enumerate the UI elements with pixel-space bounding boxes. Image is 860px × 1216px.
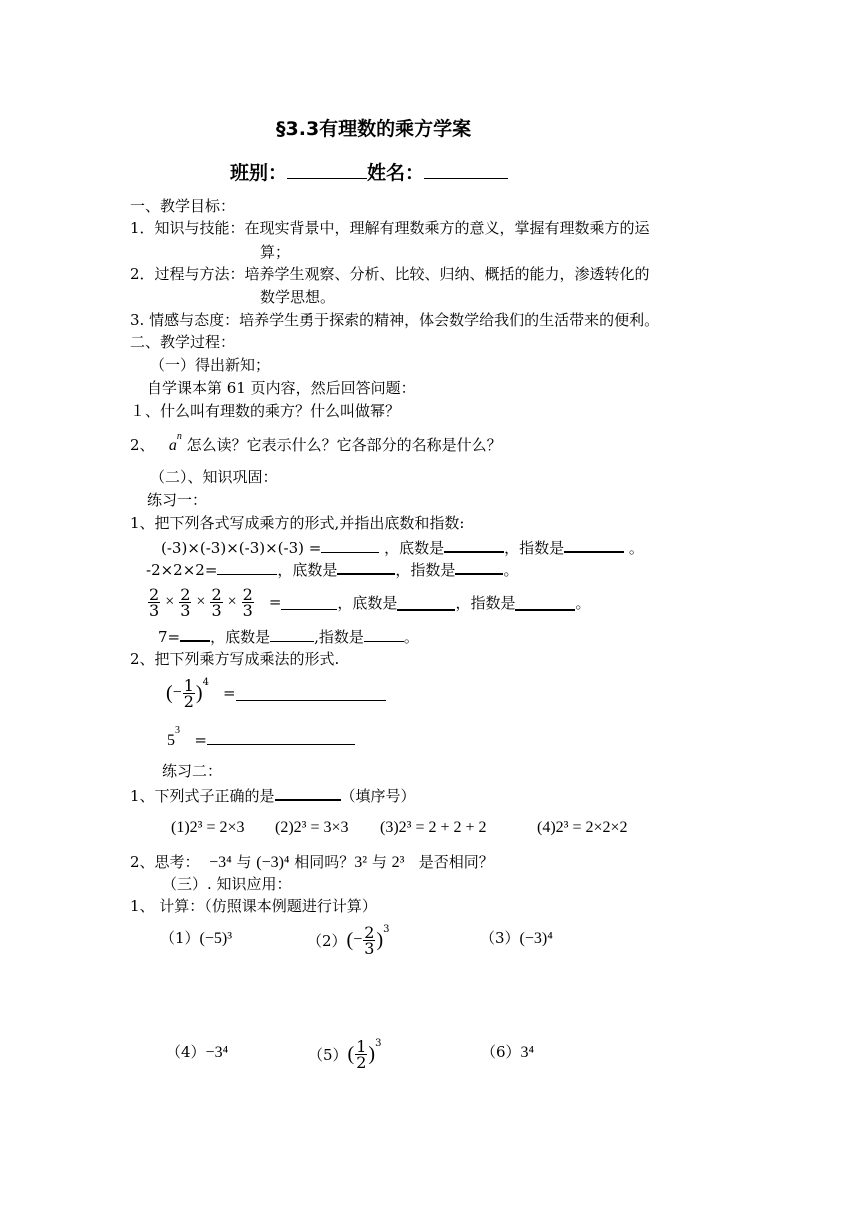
process-heading: 二、教学过程：: [130, 333, 236, 351]
fraction-2-3: $\frac{2}{3}$: [149, 584, 160, 620]
goal-3: 3. 情感与态度：培养学生勇于探索的精神，体会数学给我们的生活带来的便利。: [130, 311, 660, 329]
calc-5: （5） ( $\frac{1}{2}$ ) $^3$: [308, 1036, 382, 1072]
question-2: 2、 $a^n$ 怎么读？它表示什么？它各部分的名称是什么？: [130, 431, 502, 454]
calc-4: （4）−3⁴: [166, 1043, 229, 1061]
task-4: 2、思考： −3⁴ 与 (−3)⁴ 相同吗？3² 与 2³ 是否相同？: [130, 853, 494, 871]
r4-base-blank[interactable]: [270, 626, 314, 642]
r4-answer-blank[interactable]: [180, 625, 210, 642]
r2-base-blank[interactable]: [337, 558, 395, 575]
option-1: (1)2³ = 2×3: [171, 819, 245, 836]
goal-2: 2．过程与方法：培养学生观察、分析、比较、归纳、概括的能力，渗透转化的: [130, 265, 650, 283]
exercise-2-label: 练习二：: [162, 762, 223, 780]
calc-3: （3）(−3)⁴: [480, 929, 553, 947]
option-3: (3)2³ = 2 + 2 + 2: [380, 819, 487, 836]
task-1: 1、把下列各式写成乘方的形式,并指出底数和指数:: [130, 514, 465, 532]
r1-answer-blank[interactable]: [321, 537, 379, 553]
r1-exponent-blank[interactable]: [564, 536, 624, 553]
task-1-row-3: $\frac{2}{3}$ × $\frac{2}{3}$ × $\frac{2}{3}$ × $\frac{2}{3}$ = ，底数是 ，指数是 。: [149, 584, 591, 620]
name-label: 姓名：: [367, 162, 425, 184]
r3-answer-blank[interactable]: [281, 594, 337, 610]
calc-2: （2） ( − $\frac{2}{3}$ ) $^3$: [307, 922, 390, 958]
task-1-row-2: -2×2×2= ，底数是 ，指数是 。: [146, 558, 518, 580]
r2-exponent-blank[interactable]: [455, 558, 503, 575]
part3-heading: （三）. 知识应用：: [162, 875, 292, 893]
t3-answer-blank[interactable]: [275, 784, 341, 801]
part1-heading: （一）得出新知；: [150, 356, 271, 374]
task-2: 2、把下列乘方写成乘法的形式.: [130, 650, 340, 668]
task-1-row-1: (-3)×(-3)×(-3)×(-3) = ，底数是 ，指数是 。: [161, 536, 644, 558]
question-1: １、什么叫有理数的乘方？什么叫做幂？: [130, 402, 401, 420]
student-info-line: [230, 161, 508, 185]
r3-base-blank[interactable]: [397, 594, 455, 611]
a-n-power: $a^n$: [168, 431, 182, 454]
task-3: 1、下列式子正确的是 （填序号）: [130, 784, 416, 806]
r2-answer-blank[interactable]: [217, 559, 277, 575]
goals-heading: 一、教学目标：: [130, 197, 236, 215]
p2-answer-blank[interactable]: [207, 729, 355, 745]
r4-exponent-blank[interactable]: [364, 626, 404, 642]
task-1-row-4: 7= ，底数是 ,指数是 。: [158, 625, 419, 647]
page-title: §3.3有理数的乘方学案: [276, 118, 472, 140]
power-neg-half-4: ( − $\frac{1}{2}$ ) $^4$ =: [166, 674, 386, 712]
option-4: (4)2³ = 2×2×2: [537, 819, 628, 836]
part2-heading: （二）、知识巩固：: [150, 468, 278, 486]
calc-instruction: 1、 计算：（仿照课本例题进行计算）: [130, 897, 377, 915]
p1-answer-blank[interactable]: [236, 686, 386, 701]
power-5-3: $5^3$ =: [167, 729, 355, 751]
name-blank[interactable]: [424, 163, 508, 179]
class-label: 班别：: [230, 162, 288, 184]
self-study-instruction: 自学课本第 61 页内容，然后回答问题：: [147, 379, 416, 397]
option-2: (2)2³ = 3×3: [275, 819, 349, 836]
goal-1: 1．知识与技能：在现实背景中，理解有理数乘方的意义，掌握有理数乘方的运: [130, 219, 650, 237]
r1-base-blank[interactable]: [444, 536, 504, 553]
calc-6: （6）3⁴: [481, 1043, 535, 1061]
goal-2-cont: 数学思想。: [260, 288, 336, 306]
exercise-1-label: 练习一：: [147, 491, 208, 509]
calc-1: （1）(−5)³: [160, 929, 233, 947]
r3-exponent-blank[interactable]: [515, 594, 575, 611]
class-blank[interactable]: [287, 163, 367, 179]
goal-1-cont: 算；: [260, 243, 291, 261]
